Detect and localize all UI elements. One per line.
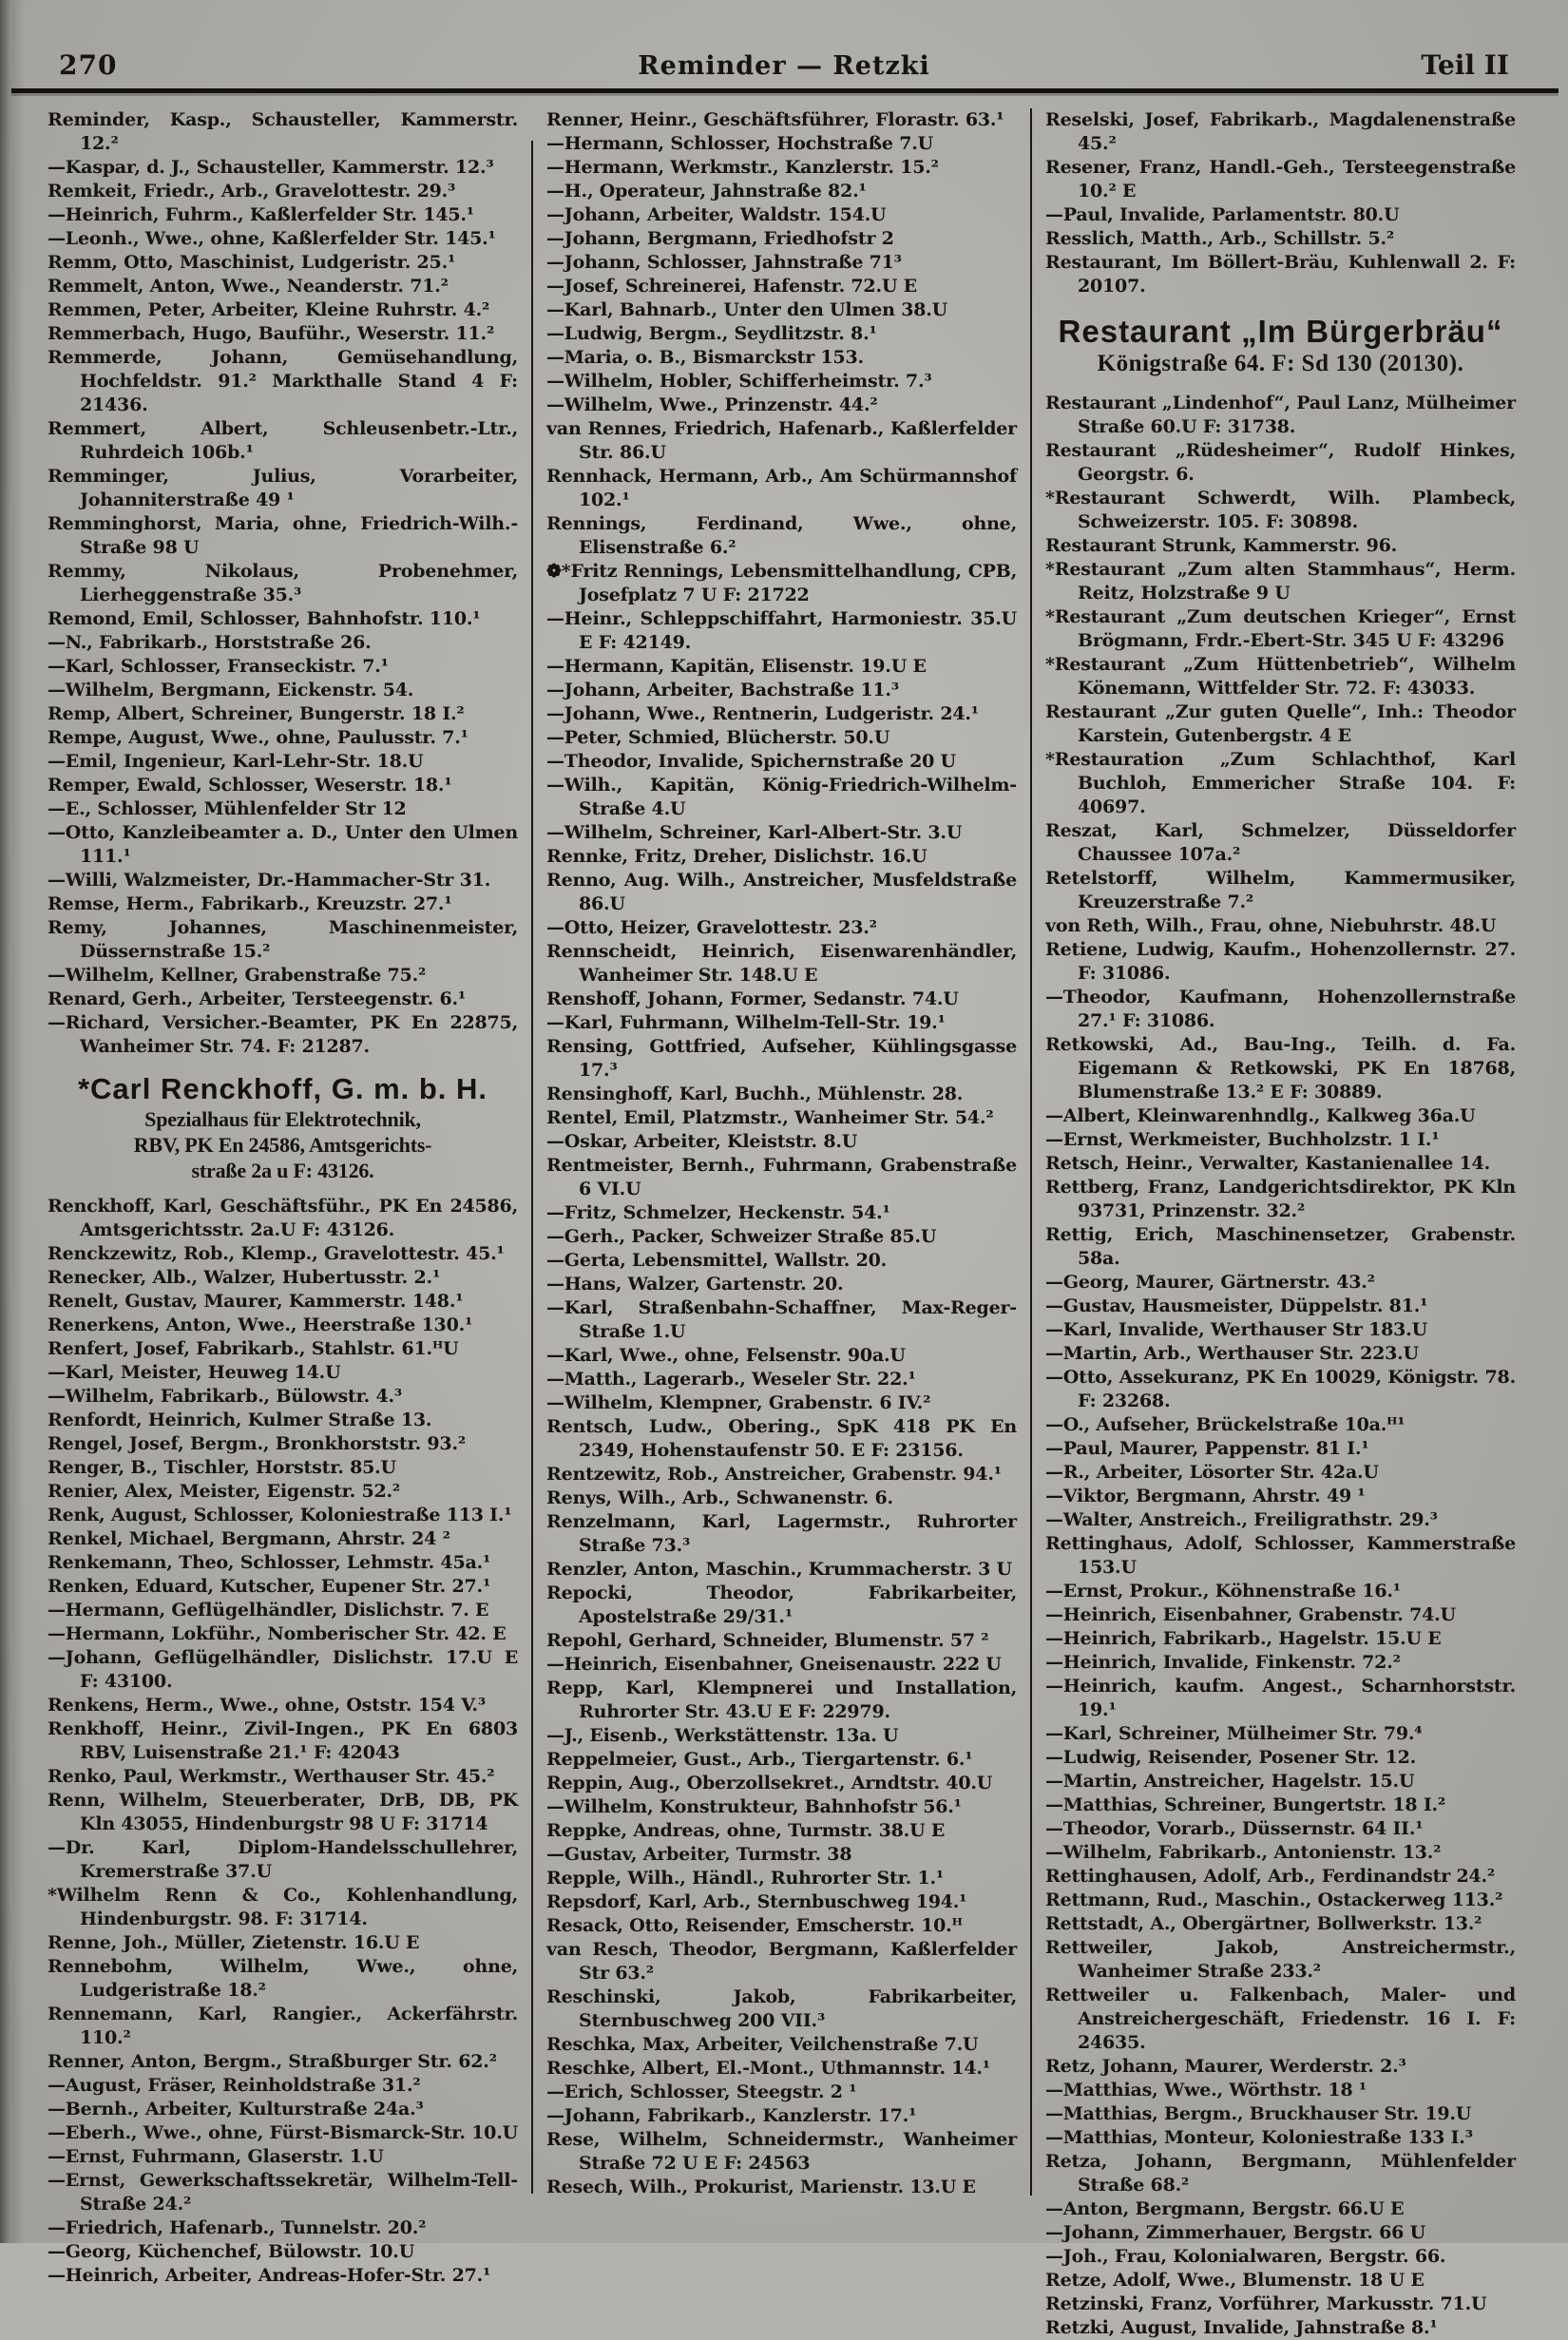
directory-entry: —Ernst, Fuhrmann, Glaserstr. 1.U — [48, 2146, 384, 2167]
directory-entry: van Resch, Theodor, Bergmann, Kaßlerfelder Str 63.² — [546, 1939, 1017, 1984]
directory-entry: —Paul, Invalide, Parlamentstr. 80.U — [1045, 204, 1400, 225]
column-divider — [1030, 108, 1032, 2196]
directory-entry: Rettig, Erich, Maschinensetzer, Grabenstr. 58a. — [1045, 1224, 1516, 1269]
directory-entry: —Theodor, Vorarb., Düssernstr. 64 II.¹ — [1045, 1818, 1424, 1839]
directory-entry: *Restaurant Schwerdt, Wilh. Plambeck, Schweizerstr. 105. F: 30898. — [1045, 488, 1516, 532]
directory-entry: —Otto, Kanzleibeamter a. D., Unter den Ulmen 111.¹ — [48, 822, 518, 867]
running-title: Reminder — Retzki — [638, 51, 930, 81]
directory-entry: —Ludwig, Bergm., Seydlitzstr. 8.¹ — [546, 323, 877, 344]
directory-entry: Rese, Wilhelm, Schneidermstr., Wanheimer Straße 72 U E F: 24563 — [546, 2129, 1017, 2174]
directory-entry: Rempe, August, Wwe., ohne, Paulusstr. 7.¹ — [48, 727, 468, 748]
directory-entry: —Walter, Anstreich., Freiligrathstr. 29.³ — [1045, 1509, 1438, 1530]
directory-entry: Retz, Johann, Maurer, Werderstr. 2.³ — [1045, 2056, 1406, 2077]
column-divider — [531, 141, 533, 2194]
directory-entry: Rentmeister, Bernh., Fuhrmann, Grabenstraße 6 VI.U — [546, 1155, 1017, 1199]
directory-entry: Rettberg, Franz, Landgerichtsdirektor, PK Kln 93731, Prinzenstr. 32.² — [1045, 1177, 1516, 1221]
directory-entry: Reschke, Albert, El.-Mont., Uthmannstr. 14.¹ — [546, 2058, 990, 2079]
directory-entry: —Matthias, Bergm., Bruckhauser Str. 19.U — [1045, 2103, 1472, 2124]
directory-entry: —Wilhelm, Konstrukteur, Bahnhofstr 56.¹ — [546, 1796, 962, 1817]
directory-entry: —Joh., Frau, Kolonialwaren, Bergstr. 66. — [1045, 2246, 1446, 2267]
directory-entry: Repocki, Theodor, Fabrikarbeiter, Apostelstraße 29/31.¹ — [546, 1582, 1017, 1627]
directory-entry: —Karl, Straßenbahn-Schaffner, Max-Reger-Straße 1.U — [546, 1297, 1017, 1342]
directory-entry: Remm, Otto, Maschinist, Ludgeristr. 25.¹ — [48, 252, 456, 273]
directory-entry: Restaurant „Rüdesheimer“, Rudolf Hinkes, Georgstr. 6. — [1045, 440, 1516, 485]
directory-entry: Repohl, Gerhard, Schneider, Blumenstr. 57 ² — [546, 1630, 989, 1651]
directory-entry: Renecker, Alb., Walzer, Hubertusstr. 2.¹ — [48, 1267, 441, 1288]
directory-entry: Resack, Otto, Reisender, Emscherstr. 10.ᴴ — [546, 1915, 963, 1936]
directory-entry: Repp, Karl, Klempnerei und Installation, Ruhrorter Str. 43.U E F: 22979. — [546, 1678, 1017, 1722]
directory-entry: —Heinrich, Arbeiter, Andreas-Hofer-Str. 27.¹ — [48, 2265, 491, 2286]
ad-block — [1045, 314, 1516, 378]
ad-title: Restaurant „Im Bürgerbräu“ — [1058, 314, 1503, 349]
directory-entry: —Wilhelm, Hobler, Schifferheimstr. 7.³ — [546, 371, 932, 392]
directory-entry: —Heinrich, kaufm. Angest., Scharnhorststr. 19.¹ — [1045, 1676, 1516, 1720]
directory-entry: —Eberh., Wwe., ohne, Fürst-Bismarck-Str. 10.U — [48, 2122, 518, 2143]
directory-entry: Remse, Herm., Fabrikarb., Kreuzstr. 27.¹ — [48, 893, 452, 914]
directory-entry: —Ernst, Prokur., Köhnenstraße 16.¹ — [1045, 1581, 1401, 1602]
directory-entry: —R., Arbeiter, Lösorter Str. 42a.U — [1045, 1462, 1379, 1483]
directory-entry: Renys, Wilh., Arb., Schwanenstr. 6. — [546, 1487, 893, 1508]
directory-entry: Renfordt, Heinrich, Kulmer Straße 13. — [48, 1410, 432, 1430]
directory-entry: —Gerta, Lebensmittel, Wallstr. 20. — [546, 1250, 888, 1271]
directory-entry: Remp, Albert, Schreiner, Bungerstr. 18 I.² — [48, 703, 465, 724]
directory-entry: —Heinrich, Fuhrm., Kaßlerfelder Str. 145.¹ — [48, 204, 474, 225]
directory-entry: —H., Operateur, Jahnstraße 82.¹ — [546, 181, 867, 201]
directory-entry: von Reth, Wilh., Frau, ohne, Niebuhrstr. 48.U — [1045, 915, 1497, 936]
directory-entry: —Georg, Maurer, Gärtnerstr. 43.² — [1045, 1272, 1375, 1293]
directory-entry: Renk, August, Schlosser, Koloniestraße 113 I.¹ — [48, 1505, 512, 1525]
directory-entry: Retzinski, Franz, Vorführer, Markusstr. 71.U — [1045, 2293, 1487, 2314]
directory-entry: —Georg, Küchenchef, Bülowstr. 10.U — [48, 2241, 415, 2262]
directory-entry: —Leonh., Wwe., ohne, Kaßlerfelder Str. 145.¹ — [48, 228, 496, 249]
directory-entry: —Wilh., Kapitän, König-Friedrich-Wilhelm-Straße 4.U — [546, 775, 1017, 819]
directory-entry: Rennke, Fritz, Dreher, Dislichstr. 16.U — [546, 846, 927, 867]
directory-entry: Reppin, Aug., Oberzollsekret., Arndtstr. 40.U — [546, 1773, 993, 1793]
directory-entry: Renzler, Anton, Maschin., Krummacherstr. 3 U — [546, 1559, 1012, 1580]
directory-entry: Resech, Wilh., Prokurist, Marienstr. 13.U E — [546, 2177, 976, 2197]
directory-entry: —Matthias, Wwe., Wörthstr. 18 ¹ — [1045, 2080, 1367, 2100]
ad-title: *Carl Renckhoff, G. m. b. H. — [77, 1072, 488, 1105]
directory-entry: Retze, Adolf, Wwe., Blumenstr. 18 U E — [1045, 2270, 1425, 2291]
directory-entry: Reszat, Karl, Schmelzer, Düsseldorfer Chaussee 107a.² — [1045, 820, 1516, 865]
column-2 — [546, 108, 1017, 2237]
directory-entry: *Restaurant „Zum deutschen Krieger“, Ernst Brögmann, Frdr.-Ebert-Str. 345 U F: 43296 — [1045, 606, 1516, 651]
directory-entry: —Wilhelm, Fabrikarb., Antonienstr. 13.² — [1045, 1842, 1442, 1863]
directory-entry: —Matthias, Schreiner, Bungertstr. 18 I.² — [1045, 1794, 1446, 1815]
directory-entry: —Karl, Fuhrmann, Wilhelm-Tell-Str. 19.¹ — [546, 1012, 946, 1033]
directory-entry: Renier, Alex, Meister, Eigenstr. 52.² — [48, 1481, 401, 1502]
directory-entry: —Albert, Kleinwarenhndlg., Kalkweg 36a.U — [1045, 1105, 1476, 1126]
directory-entry: Renner, Heinr., Geschäftsführer, Florastr. 63.¹ — [546, 109, 1004, 130]
directory-entry: —Johann, Schlosser, Jahnstraße 71³ — [546, 252, 902, 273]
directory-entry: —Oskar, Arbeiter, Kleiststr. 8.U — [546, 1131, 858, 1152]
directory-entry: Remkeit, Friedr., Arb., Gravelottestr. 29.³ — [48, 181, 456, 201]
directory-entry: —Gustav, Arbeiter, Turmstr. 38 — [546, 1844, 852, 1865]
directory-entry: Retiene, Ludwig, Kaufm., Hohenzollernstr. 27. F: 31086. — [1045, 939, 1516, 984]
directory-entry: —Martin, Anstreicher, Hagelstr. 15.U — [1045, 1771, 1415, 1792]
directory-entry: —Maria, o. B., Bismarckstr 153. — [546, 347, 864, 368]
directory-entry: Rettmann, Rud., Maschin., Ostackerweg 113.² — [1045, 1889, 1503, 1910]
directory-entry: Restaurant „Lindenhof“, Paul Lanz, Mülheimer Straße 60.U F: 31738. — [1045, 393, 1516, 437]
directory-entry: —Martin, Arb., Werthauser Str. 223.U — [1045, 1343, 1419, 1364]
directory-entry: Retzki, August, Invalide, Jahnstraße 8.¹ — [1045, 2317, 1438, 2338]
directory-entry: —Willi, Walzmeister, Dr.-Hammacher-Str 31. — [48, 870, 491, 891]
directory-entry: —Johann, Arbeiter, Waldstr. 154.U — [546, 204, 887, 225]
directory-entry: Renn, Wilhelm, Steuerberater, DrB, DB, PK Kln 43055, Hindenburgstr 98 U F: 31714 — [48, 1790, 518, 1834]
directory-entry: —Hermann, Werkmstr., Kanzlerstr. 15.² — [546, 157, 939, 178]
directory-entry: —Hermann, Geflügelhändler, Dislichstr. 7. E — [48, 1600, 489, 1621]
directory-entry: —Karl, Bahnarb., Unter den Ulmen 38.U — [546, 299, 948, 320]
directory-entry: —Johann, Zimmerhauer, Bergstr. 66 U — [1045, 2222, 1425, 2243]
directory-entry: Retza, Johann, Bergmann, Mühlenfelder Straße 68.² — [1045, 2151, 1516, 2196]
directory-entry: —Hans, Walzer, Gartenstr. 20. — [546, 1274, 844, 1295]
directory-entry: —Wilhelm, Schreiner, Karl-Albert-Str. 3.U — [546, 822, 963, 843]
directory-entry: —Dr. Karl, Diplom-Handelsschullehrer, Kremerstraße 37.U — [48, 1837, 518, 1882]
directory-entry: —Fritz, Schmelzer, Heckenstr. 54.¹ — [546, 1202, 890, 1223]
directory-entry: *Restauration „Zum Schlachthof, Karl Buchloh, Emmericher Straße 104. F: 40697. — [1045, 749, 1516, 817]
directory-entry: —Wilhelm, Kellner, Grabenstraße 75.² — [48, 965, 427, 986]
directory-entry: Rensinghoff, Karl, Buchh., Mühlenstr. 28. — [546, 1084, 964, 1104]
directory-entry: Rennscheidt, Heinrich, Eisenwarenhändler, Wanheimer Str. 148.U E — [546, 941, 1017, 986]
directory-entry: Remmerbach, Hugo, Bauführ., Weserstr. 11.² — [48, 323, 495, 344]
directory-entry: Renne, Joh., Müller, Zietenstr. 16.U E — [48, 1932, 420, 1953]
directory-entry: —Matth., Lagerarb., Weseler Str. 22.¹ — [546, 1369, 916, 1390]
directory-entry: —Karl, Meister, Heuweg 14.U — [48, 1362, 341, 1383]
directory-entry: *Wilhelm Renn & Co., Kohlenhandlung, Hindenburgstr. 98. F: 31714. — [48, 1885, 518, 1929]
directory-entry: —Heinr., Schleppschiffahrt, Harmoniestr. 35.U E F: 42149. — [546, 608, 1017, 653]
directory-entry: —E., Schlosser, Mühlenfelder Str 12 — [48, 798, 407, 819]
directory-entry: Rettweiler, Jakob, Anstreichermstr., Wanheimer Straße 233.² — [1045, 1937, 1516, 1982]
directory-entry: Remy, Johannes, Maschinenmeister, Düssernstraße 15.² — [48, 917, 518, 962]
page-header — [0, 0, 1568, 86]
directory-entry: Remminger, Julius, Vorarbeiter, Johanniterstraße 49 ¹ — [48, 466, 518, 510]
ad-line: RBV, PK En 24586, Amtsgerichts- — [133, 1133, 432, 1157]
directory-entry: Restaurant „Zur guten Quelle“, Inh.: Theodor Karstein, Gutenbergstr. 4 E — [1045, 701, 1516, 746]
directory-entry: Renckhoff, Karl, Geschäftsführ., PK En 24586, Amtsgerichtsstr. 2a.U F: 43126. — [48, 1196, 518, 1240]
directory-entry: —Friedrich, Hafenarb., Tunnelstr. 20.² — [48, 2217, 427, 2238]
directory-entry: Renkhoff, Heinr., Zivil-Ingen., PK En 6803 RBV, Luisenstraße 21.¹ F: 42043 — [48, 1718, 518, 1763]
directory-entry: —Bernh., Arbeiter, Kulturstraße 24a.³ — [48, 2099, 424, 2119]
directory-entry: —Viktor, Bergmann, Ahrstr. 49 ¹ — [1045, 1486, 1366, 1506]
directory-entry: —Johann, Bergmann, Friedhofstr 2 — [546, 228, 894, 249]
directory-entry: Rennhack, Hermann, Arb., Am Schürmannshof 102.¹ — [546, 466, 1017, 510]
directory-entry: Reschinski, Jakob, Fabrikarbeiter, Sternbuschweg 200 VII.³ — [546, 1986, 1017, 2031]
directory-entry: —Karl, Wwe., ohne, Felsenstr. 90a.U — [546, 1345, 906, 1366]
directory-entry: —Johann, Arbeiter, Bachstraße 11.³ — [546, 680, 899, 700]
directory-entry: Renkens, Herm., Wwe., ohne, Oststr. 154 V.³ — [48, 1695, 486, 1716]
directory-entry: Remmy, Nikolaus, Probenehmer, Lierheggenstraße 35.³ — [48, 561, 518, 605]
directory-entry: van Rennes, Friedrich, Hafenarb., Kaßlerfelder Str. 86.U — [546, 418, 1017, 463]
directory-entry: Repple, Wilh., Händl., Ruhrorter Str. 1.¹ — [546, 1868, 945, 1889]
directory-entry: Resener, Franz, Handl.-Geh., Tersteegenstraße 10.² E — [1045, 157, 1516, 201]
directory-entry: —Otto, Heizer, Gravelottestr. 23.² — [546, 917, 877, 938]
directory-entry: —Theodor, Invalide, Spichernstraße 20 U — [546, 751, 956, 772]
directory-entry: —Heinrich, Invalide, Finkenstr. 72.² — [1045, 1652, 1401, 1673]
directory-entry: —Peter, Schmied, Blücherstr. 50.U — [546, 727, 890, 748]
directory-entry: Rettinghausen, Adolf, Arb., Ferdinandstr 24.² — [1045, 1866, 1496, 1887]
directory-entry: ❁*Fritz Rennings, Lebensmittelhandlung, CPB, Josefplatz 7 U F: 21722 — [546, 561, 1017, 605]
directory-entry: —Johann, Geflügelhändler, Dislichstr. 17.U E F: 43100. — [48, 1647, 518, 1692]
column-1 — [48, 108, 518, 2286]
directory-entry: Renfert, Josef, Fabrikarb., Stahlstr. 61.ᴴU — [48, 1338, 459, 1359]
directory-entry: —Karl, Schreiner, Mülheimer Str. 79.⁴ — [1045, 1723, 1423, 1744]
directory-entry: Renshoff, Johann, Former, Sedanstr. 74.U — [546, 988, 959, 1009]
directory-entry: —J., Eisenb., Werkstättenstr. 13a. U — [546, 1725, 899, 1746]
directory-entry: Rettweiler u. Falkenbach, Maler- und Anstreichergeschäft, Friedenstr. 16 I. F: 24635. — [1045, 1985, 1516, 2053]
directory-entry: —Karl, Schlosser, Franseckistr. 7.¹ — [48, 656, 389, 677]
directory-entry: Rentel, Emil, Platzmstr., Wanheimer Str. 54.² — [546, 1107, 994, 1128]
directory-entry: —Josef, Schreinerei, Hafenstr. 72.U E — [546, 276, 917, 297]
directory-entry: Remmelt, Anton, Wwe., Neanderstr. 71.² — [48, 276, 449, 297]
directory-entry: *Restaurant „Zum Hüttenbetrieb“, Wilhelm Könemann, Wittfelder Str. 72. F: 43033. — [1045, 654, 1516, 699]
directory-entry: —Hermann, Kapitän, Elisenstr. 19.U E — [546, 656, 927, 677]
page-number: 270 — [59, 49, 118, 81]
directory-entry: —Richard, Versicher.-Beamter, PK En 22875, Wanheimer Str. 74. F: 21287. — [48, 1012, 518, 1057]
directory-entry: Rennemann, Karl, Rangier., Ackerfährstr. 110.² — [48, 2004, 518, 2048]
directory-entry: —Wilhelm, Bergmann, Eickenstr. 54. — [48, 680, 414, 700]
directory-entry: Remper, Ewald, Schlosser, Weserstr. 18.¹ — [48, 775, 452, 796]
directory-entry: —Otto, Assekuranz, PK En 10029, Königstr. 78. F: 23268. — [1045, 1367, 1516, 1411]
directory-entry: Renkemann, Theo, Schlosser, Lehmstr. 45a.¹ — [48, 1552, 491, 1573]
column-3 — [1045, 108, 1516, 2338]
directory-entry: —Heinrich, Fabrikarb., Hagelstr. 15.U E — [1045, 1628, 1442, 1649]
directory-entry: —Erich, Schlosser, Steegstr. 2 ¹ — [546, 2081, 857, 2102]
directory-entry: —Ernst, Werkmeister, Buchholzstr. 1 I.¹ — [1045, 1129, 1440, 1150]
directory-entry: Rensing, Gottfried, Aufseher, Kühlingsgasse 17.³ — [546, 1036, 1017, 1081]
directory-content — [0, 93, 1568, 2338]
directory-entry: —Hermann, Schlosser, Hochstraße 7.U — [546, 133, 934, 154]
directory-entry: —O., Aufseher, Brückelstraße 10a.ᴴ¹ — [1045, 1414, 1405, 1435]
directory-entry: Retsch, Heinr., Verwalter, Kastanienallee 14. — [1045, 1153, 1490, 1174]
directory-entry: Reppelmeier, Gust., Arb., Tiergartenstr. 6.¹ — [546, 1749, 973, 1770]
directory-entry: Renno, Aug. Wilh., Anstreicher, Musfeldstraße 86.U — [546, 870, 1017, 914]
directory-entry: Rennings, Ferdinand, Wwe., ohne, Elisenstraße 6.² — [546, 513, 1017, 558]
directory-entry: —Matthias, Monteur, Koloniestraße 133 I.³ — [1045, 2127, 1473, 2148]
directory-entry: Reschka, Max, Arbeiter, Veilchenstraße 7.U — [546, 2034, 979, 2055]
directory-entry: Retkowski, Ad., Bau-Ing., Teilh. d. Fa. Eigemann & Retkowski, PK En 18768, Blumenstraße 13.² E F: 30889. — [1045, 1034, 1516, 1103]
directory-entry: Retelstorff, Wilhelm, Kammermusiker, Kreuzerstraße 7.² — [1045, 868, 1516, 912]
directory-entry: Resslich, Matth., Arb., Schillstr. 5.² — [1045, 228, 1395, 249]
directory-entry: —Johann, Fabrikarb., Kanzlerstr. 17.¹ — [546, 2105, 917, 2126]
directory-entry: Remond, Emil, Schlosser, Bahnhofstr. 110.¹ — [48, 608, 481, 629]
directory-entry: —Paul, Maurer, Pappenstr. 81 I.¹ — [1045, 1438, 1369, 1459]
directory-entry: —August, Fräser, Reinholdstraße 31.² — [48, 2075, 421, 2096]
directory-entry: Renzelmann, Karl, Lagermstr., Ruhrorter Straße 73.³ — [546, 1511, 1017, 1556]
directory-entry: Rengel, Josef, Bergm., Bronkhorststr. 93.² — [48, 1433, 466, 1454]
directory-entry: Renken, Eduard, Kutscher, Eupener Str. 27.¹ — [48, 1576, 491, 1597]
directory-entry: —Theodor, Kaufmann, Hohenzollernstraße 27.¹ F: 31086. — [1045, 987, 1516, 1031]
directory-entry: Reselski, Josef, Fabrikarb., Magdalenenstraße 45.² — [1045, 109, 1516, 154]
directory-entry: Renko, Paul, Werkmstr., Werthauser Str. 45.² — [48, 1766, 495, 1787]
directory-entry: —N., Fabrikarb., Horststraße 26. — [48, 632, 372, 653]
directory-entry: Rentsch, Ludw., Obering., SpK 418 PK En 2349, Hohenstaufenstr 50. E F: 23156. — [546, 1416, 1017, 1461]
directory-entry: Rentzewitz, Rob., Anstreicher, Grabenstr. 94.¹ — [546, 1464, 1002, 1485]
directory-entry: Renard, Gerh., Arbeiter, Tersteegenstr. 6.¹ — [48, 988, 466, 1009]
directory-entry: Remmert, Albert, Schleusenbetr.-Ltr., Ruhrdeich 106b.¹ — [48, 418, 518, 463]
directory-entry: Renger, B., Tischler, Horststr. 85.U — [48, 1457, 396, 1478]
directory-entry: —Ernst, Gewerkschaftssekretär, Wilhelm-Tell-Straße 24.² — [48, 2170, 518, 2215]
directory-entry: Rettinghaus, Adolf, Schlosser, Kammerstraße 153.U — [1045, 1533, 1516, 1578]
directory-entry: —Kaspar, d. J., Schausteller, Kammerstr. 12.³ — [48, 157, 494, 178]
directory-entry: —Hermann, Lokführ., Nomberischer Str. 42. E — [48, 1623, 507, 1644]
directory-entry: —Ludwig, Reisender, Posener Str. 12. — [1045, 1747, 1417, 1768]
ad-line: straße 2a u F: 43126. — [191, 1159, 374, 1182]
directory-entry: —Johann, Wwe., Rentnerin, Ludgeristr. 24.¹ — [546, 703, 979, 724]
directory-entry: —Anton, Bergmann, Bergstr. 66.U E — [1045, 2198, 1405, 2219]
directory-entry: Renckzewitz, Rob., Klemp., Gravelottestr. 45.¹ — [48, 1243, 505, 1264]
directory-entry: Renerkens, Anton, Wwe., Heerstraße 130.¹ — [48, 1314, 473, 1335]
directory-entry: —Gustav, Hausmeister, Düppelstr. 81.¹ — [1045, 1295, 1428, 1316]
directory-entry: Renkel, Michael, Bergmann, Ahrstr. 24 ² — [48, 1528, 450, 1549]
directory-entry: Restaurant Strunk, Kammerstr. 96. — [1045, 535, 1398, 556]
directory-entry: —Karl, Invalide, Werthauser Str 183.U — [1045, 1319, 1427, 1340]
directory-entry: Reppke, Andreas, ohne, Turmstr. 38.U E — [546, 1820, 946, 1841]
directory-entry: Repsdorf, Karl, Arb., Sternbuschweg 194.¹ — [546, 1891, 967, 1912]
directory-entry: Renner, Anton, Bergm., Straßburger Str. 62.² — [48, 2051, 497, 2072]
directory-entry: Remmen, Peter, Arbeiter, Kleine Ruhrstr. 4.² — [48, 299, 490, 320]
directory-entry: —Emil, Ingenieur, Karl-Lehr-Str. 18.U — [48, 751, 424, 772]
directory-entry: —Heinrich, Eisenbahner, Gneisenaustr. 222 U — [546, 1654, 1002, 1675]
directory-entry: Remminghorst, Maria, ohne, Friedrich-Wilh.-Straße 98 U — [48, 513, 518, 558]
directory-entry: Renelt, Gustav, Maurer, Kammerstr. 148.¹ — [48, 1291, 464, 1312]
directory-entry: —Gerh., Packer, Schweizer Straße 85.U — [546, 1226, 937, 1247]
directory-entry: *Restaurant „Zum alten Stammhaus“, Herm. Reitz, Holzstraße 9 U — [1045, 559, 1516, 604]
directory-entry: Rettstadt, A., Obergärtner, Bollwerkstr. 13.² — [1045, 1913, 1482, 1934]
ad-line: Spezialhaus für Elektrotechnik, — [144, 1107, 421, 1131]
part-label: Teil II — [1421, 49, 1509, 81]
directory-entry: Reminder, Kasp., Schausteller, Kammerstr. 12.² — [48, 109, 518, 154]
directory-entry: Remmerde, Johann, Gemüsehandlung, Hochfeldstr. 91.² Markthalle Stand 4 F: 21436. — [48, 347, 518, 415]
directory-entry: —Wilhelm, Wwe., Prinzenstr. 44.² — [546, 394, 878, 415]
ad-line: Königstraße 64. F: Sd 130 (20130). — [1097, 351, 1464, 376]
directory-entry: —Wilhelm, Fabrikarb., Bülowstr. 4.³ — [48, 1386, 403, 1407]
directory-entry: —Heinrich, Eisenbahner, Grabenstr. 74.U — [1045, 1604, 1456, 1625]
directory-entry: Rennebohm, Wilhelm, Wwe., ohne, Ludgeristraße 18.² — [48, 1956, 518, 2001]
ad-block — [48, 1072, 518, 1183]
directory-entry: —Wilhelm, Klempner, Grabenstr. 6 IV.² — [546, 1392, 931, 1413]
directory-entry: Restaurant, Im Böllert-Bräu, Kuhlenwall 2. F: 20107. — [1045, 252, 1516, 297]
